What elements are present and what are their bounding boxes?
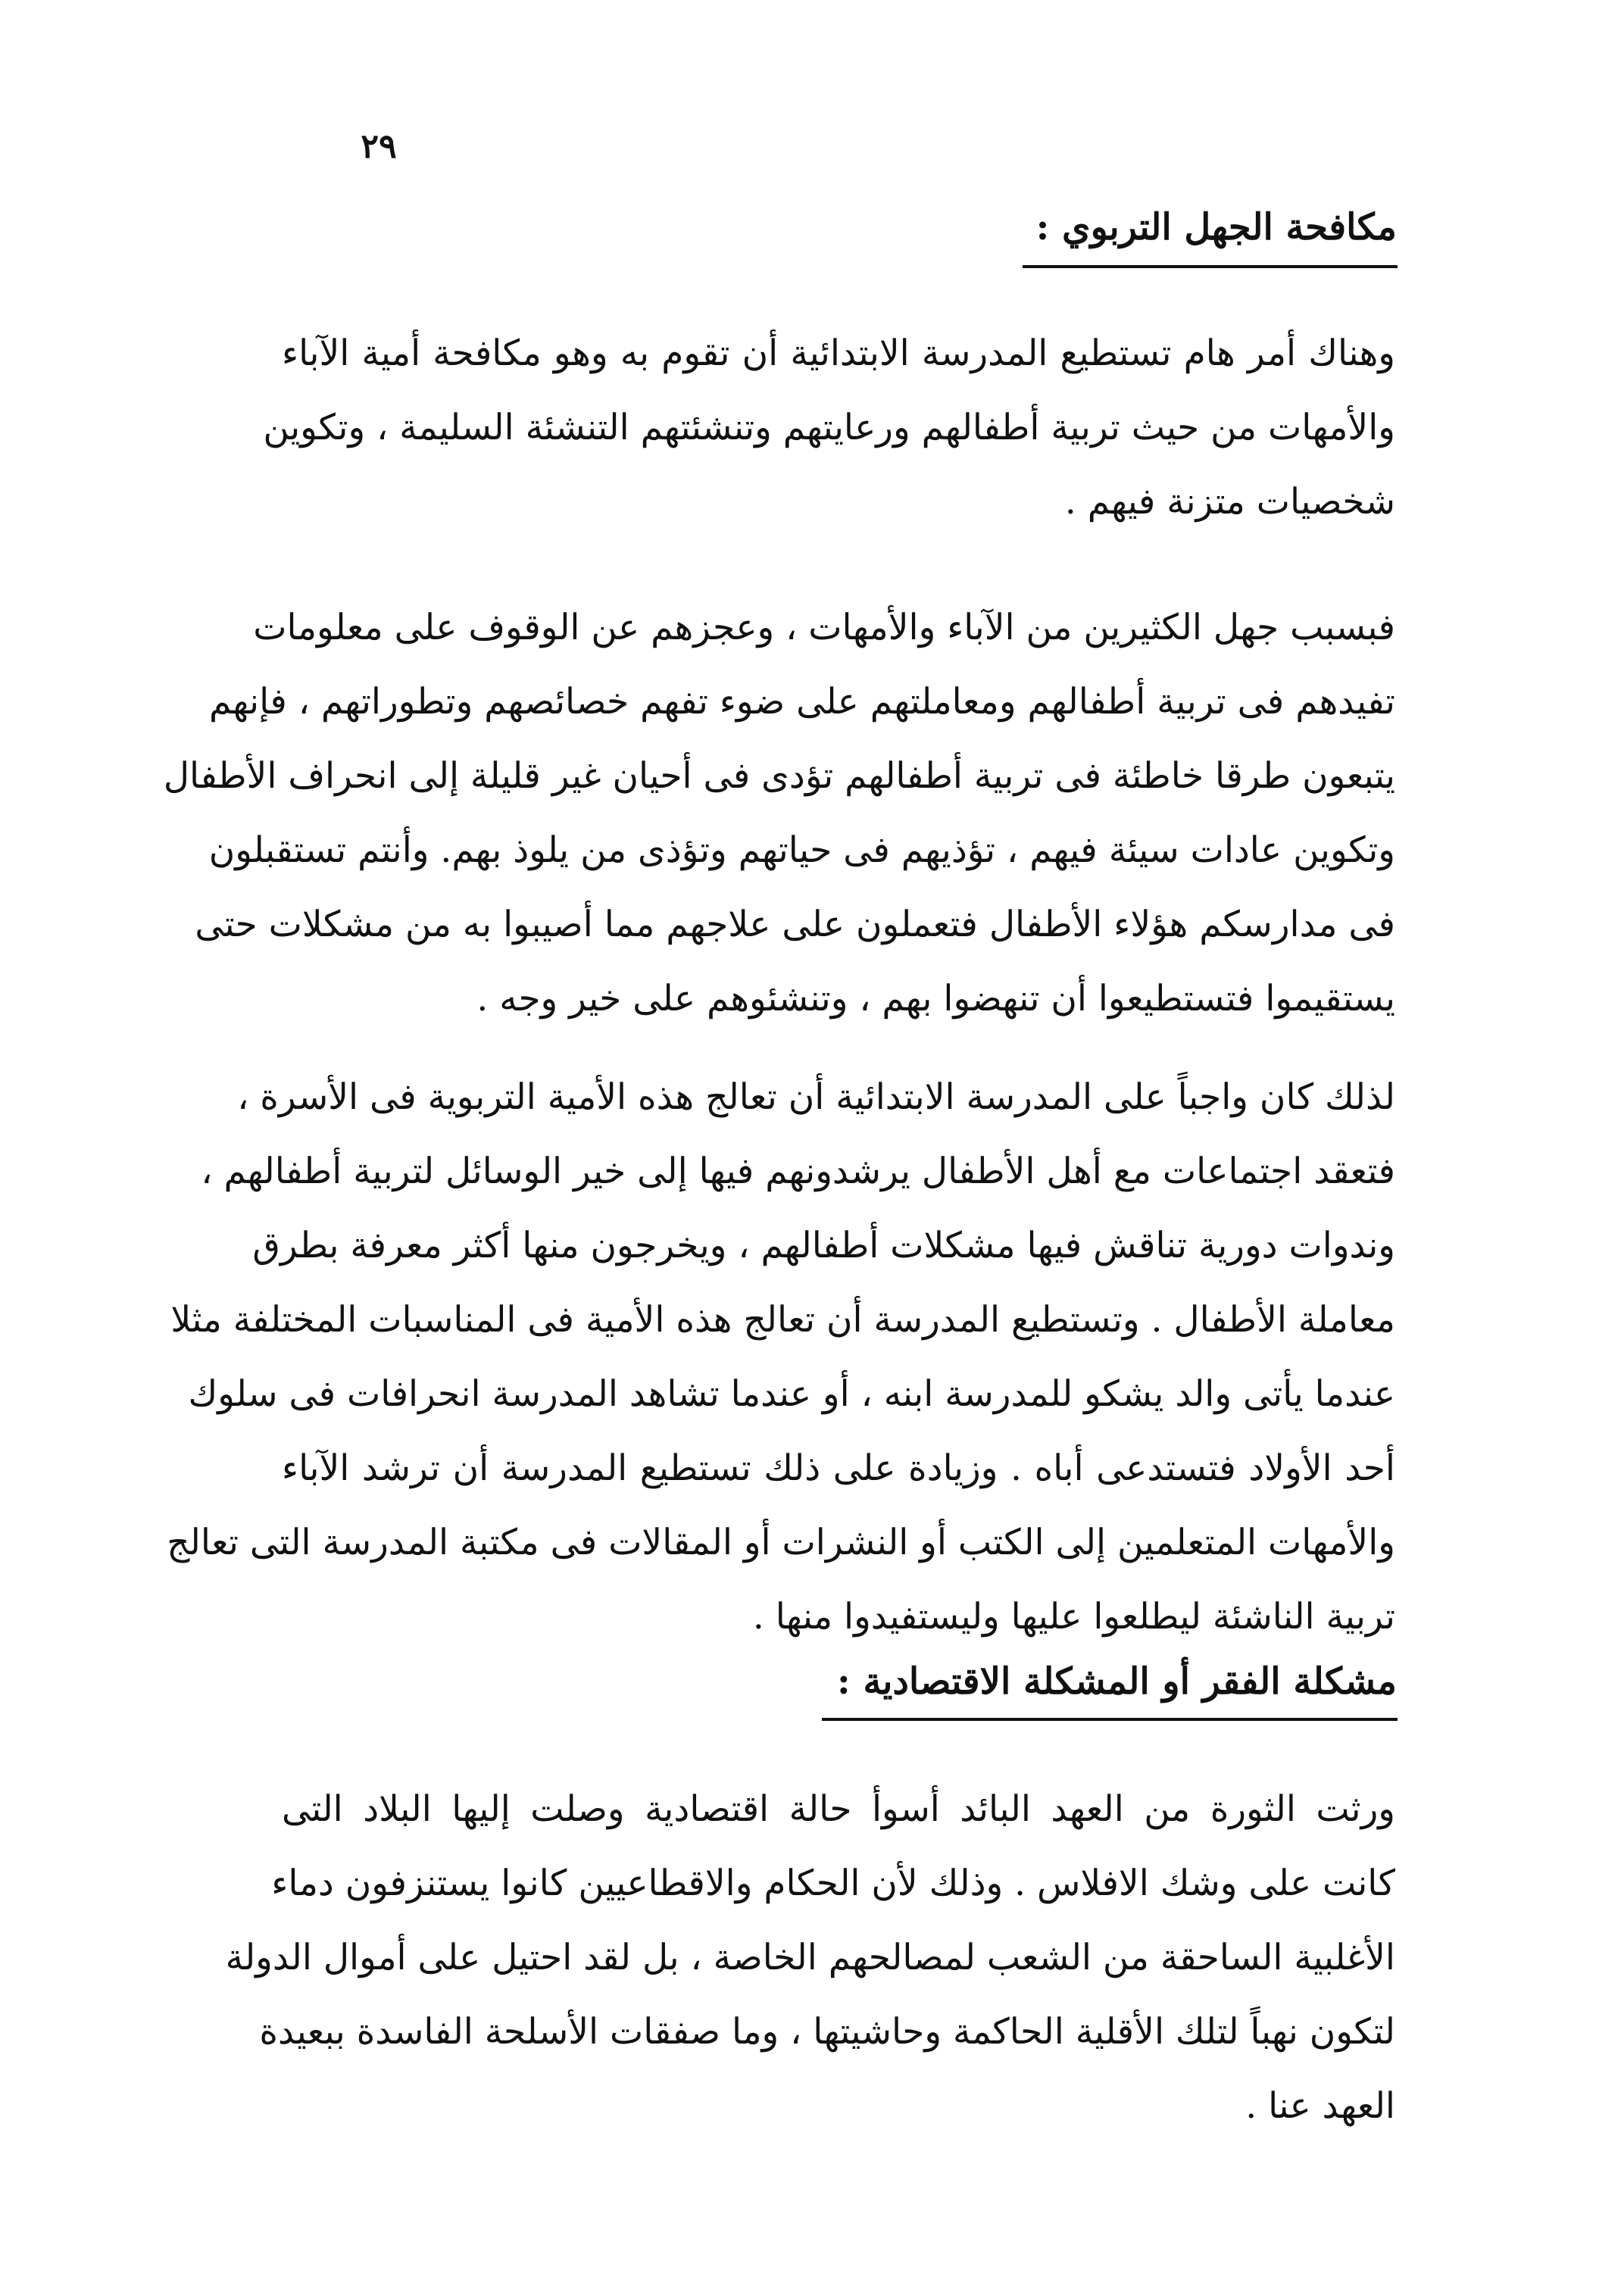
text-line: وتكوين عادات سيئة فيهم ، تؤذيهم فى حياتهم وتؤذى من يلوذ بهم. وأنتم تستقبلون <box>208 829 1395 871</box>
text-line: لتكون نهباً لتلك الأقلية الحاكمة وحاشيتها ، وما صفقات الأسلحة الفاسدة ببعيدة <box>259 2011 1395 2053</box>
page-number: ٢٩ <box>361 127 397 166</box>
text-line: الأغلبية الساحقة من الشعب لمصالحهم الخاصة ، بل لقد احتيل على أموال الدولة <box>225 1937 1395 1978</box>
text-line: وهناك أمر هام تستطيع المدرسة الابتدائية أن تقوم به وهو مكافحة أمية الآباء <box>282 333 1395 374</box>
text-line: شخصيات متزنة فيهم . <box>1064 481 1395 523</box>
text-line: تفيدهم فى تربية أطفالهم ومعاملتهم على ضوء تفهم خصائصهم وتطوراتهم ، فإنهم <box>209 681 1395 723</box>
paragraph-2 <box>163 591 1395 1036</box>
section-heading-poverty: مشكلة الفقر أو المشكلة الاقتصادية : <box>837 1660 1397 1703</box>
heading-underline <box>822 1718 1398 1721</box>
paragraph-4 <box>225 1772 1395 2144</box>
heading-underline <box>1023 265 1398 268</box>
text-line: أحد الأولاد فتستدعى أباه . وزيادة على ذلك تستطيع المدرسة أن ترشد الآباء <box>282 1447 1395 1489</box>
text-line: العهد عنا . <box>1245 2085 1395 2127</box>
text-line: فبسبب جهل الكثيرين من الآباء والأمهات ، وعجزهم عن الوقوف على معلومات <box>253 607 1395 648</box>
text-line: يتبعون طرقا خاطئة فى تربية أطفالهم تؤدى فى أحيان غير قليلة إلى انحراف الأطفال <box>163 755 1395 797</box>
paragraph-3 <box>167 1060 1395 1654</box>
text-line: تربية الناشئة ليطلعوا عليها وليستفيدوا منها . <box>752 1596 1395 1638</box>
text-line: وندوات دورية تناقش فيها مشكلات أطفالهم ، ويخرجون منها أكثر معرفة بطرق <box>252 1225 1395 1266</box>
paragraph-1 <box>263 317 1395 539</box>
text-line: معاملة الأطفال . وتستطيع المدرسة أن تعالج هذه الأمية فى المناسبات المختلفة مثلا <box>170 1299 1395 1341</box>
text-line: والأمهات من حيث تربية أطفالهم ورعايتهم وتنشئتهم التنشئة السليمة ، وتكوين <box>263 407 1395 448</box>
text-line: لذلك كان واجباً على المدرسة الابتدائية أن تعالج هذه الأمية التربوية فى الأسرة ، <box>237 1076 1395 1118</box>
section-heading-educational-ignorance: مكافحة الجهل التربوي : <box>1035 206 1397 248</box>
text-line: ورثت الثورة من العهد البائد أسوأ حالة اقتصادية وصلت إليها البلاد التى <box>282 1788 1395 1830</box>
text-line: والأمهات المتعلمين إلى الكتب أو النشرات أو المقالات فى مكتبة المدرسة التى تعالج <box>167 1522 1395 1563</box>
text-line: كانت على وشك الافلاس . وذلك لأن الحكام والاقطاعيين كانوا يستنزفون دماء <box>271 1863 1395 1904</box>
text-line: فى مدارسكم هؤلاء الأطفال فتعملون على علاجهم مما أصيبوا به من مشكلات حتى <box>195 904 1395 945</box>
text-line: يستقيموا فتستطيعوا أن تنهضوا بهم ، وتنشئوهم على خير وجه . <box>476 978 1395 1020</box>
text-line: عندما يأتى والد يشكو للمدرسة ابنه ، أو عندما تشاهد المدرسة انحرافات فى سلوك <box>188 1373 1395 1415</box>
text-line: فتعقد اجتماعات مع أهل الأطفال يرشدونهم فيها إلى خير الوسائل لتربية أطفالهم ، <box>201 1151 1395 1192</box>
